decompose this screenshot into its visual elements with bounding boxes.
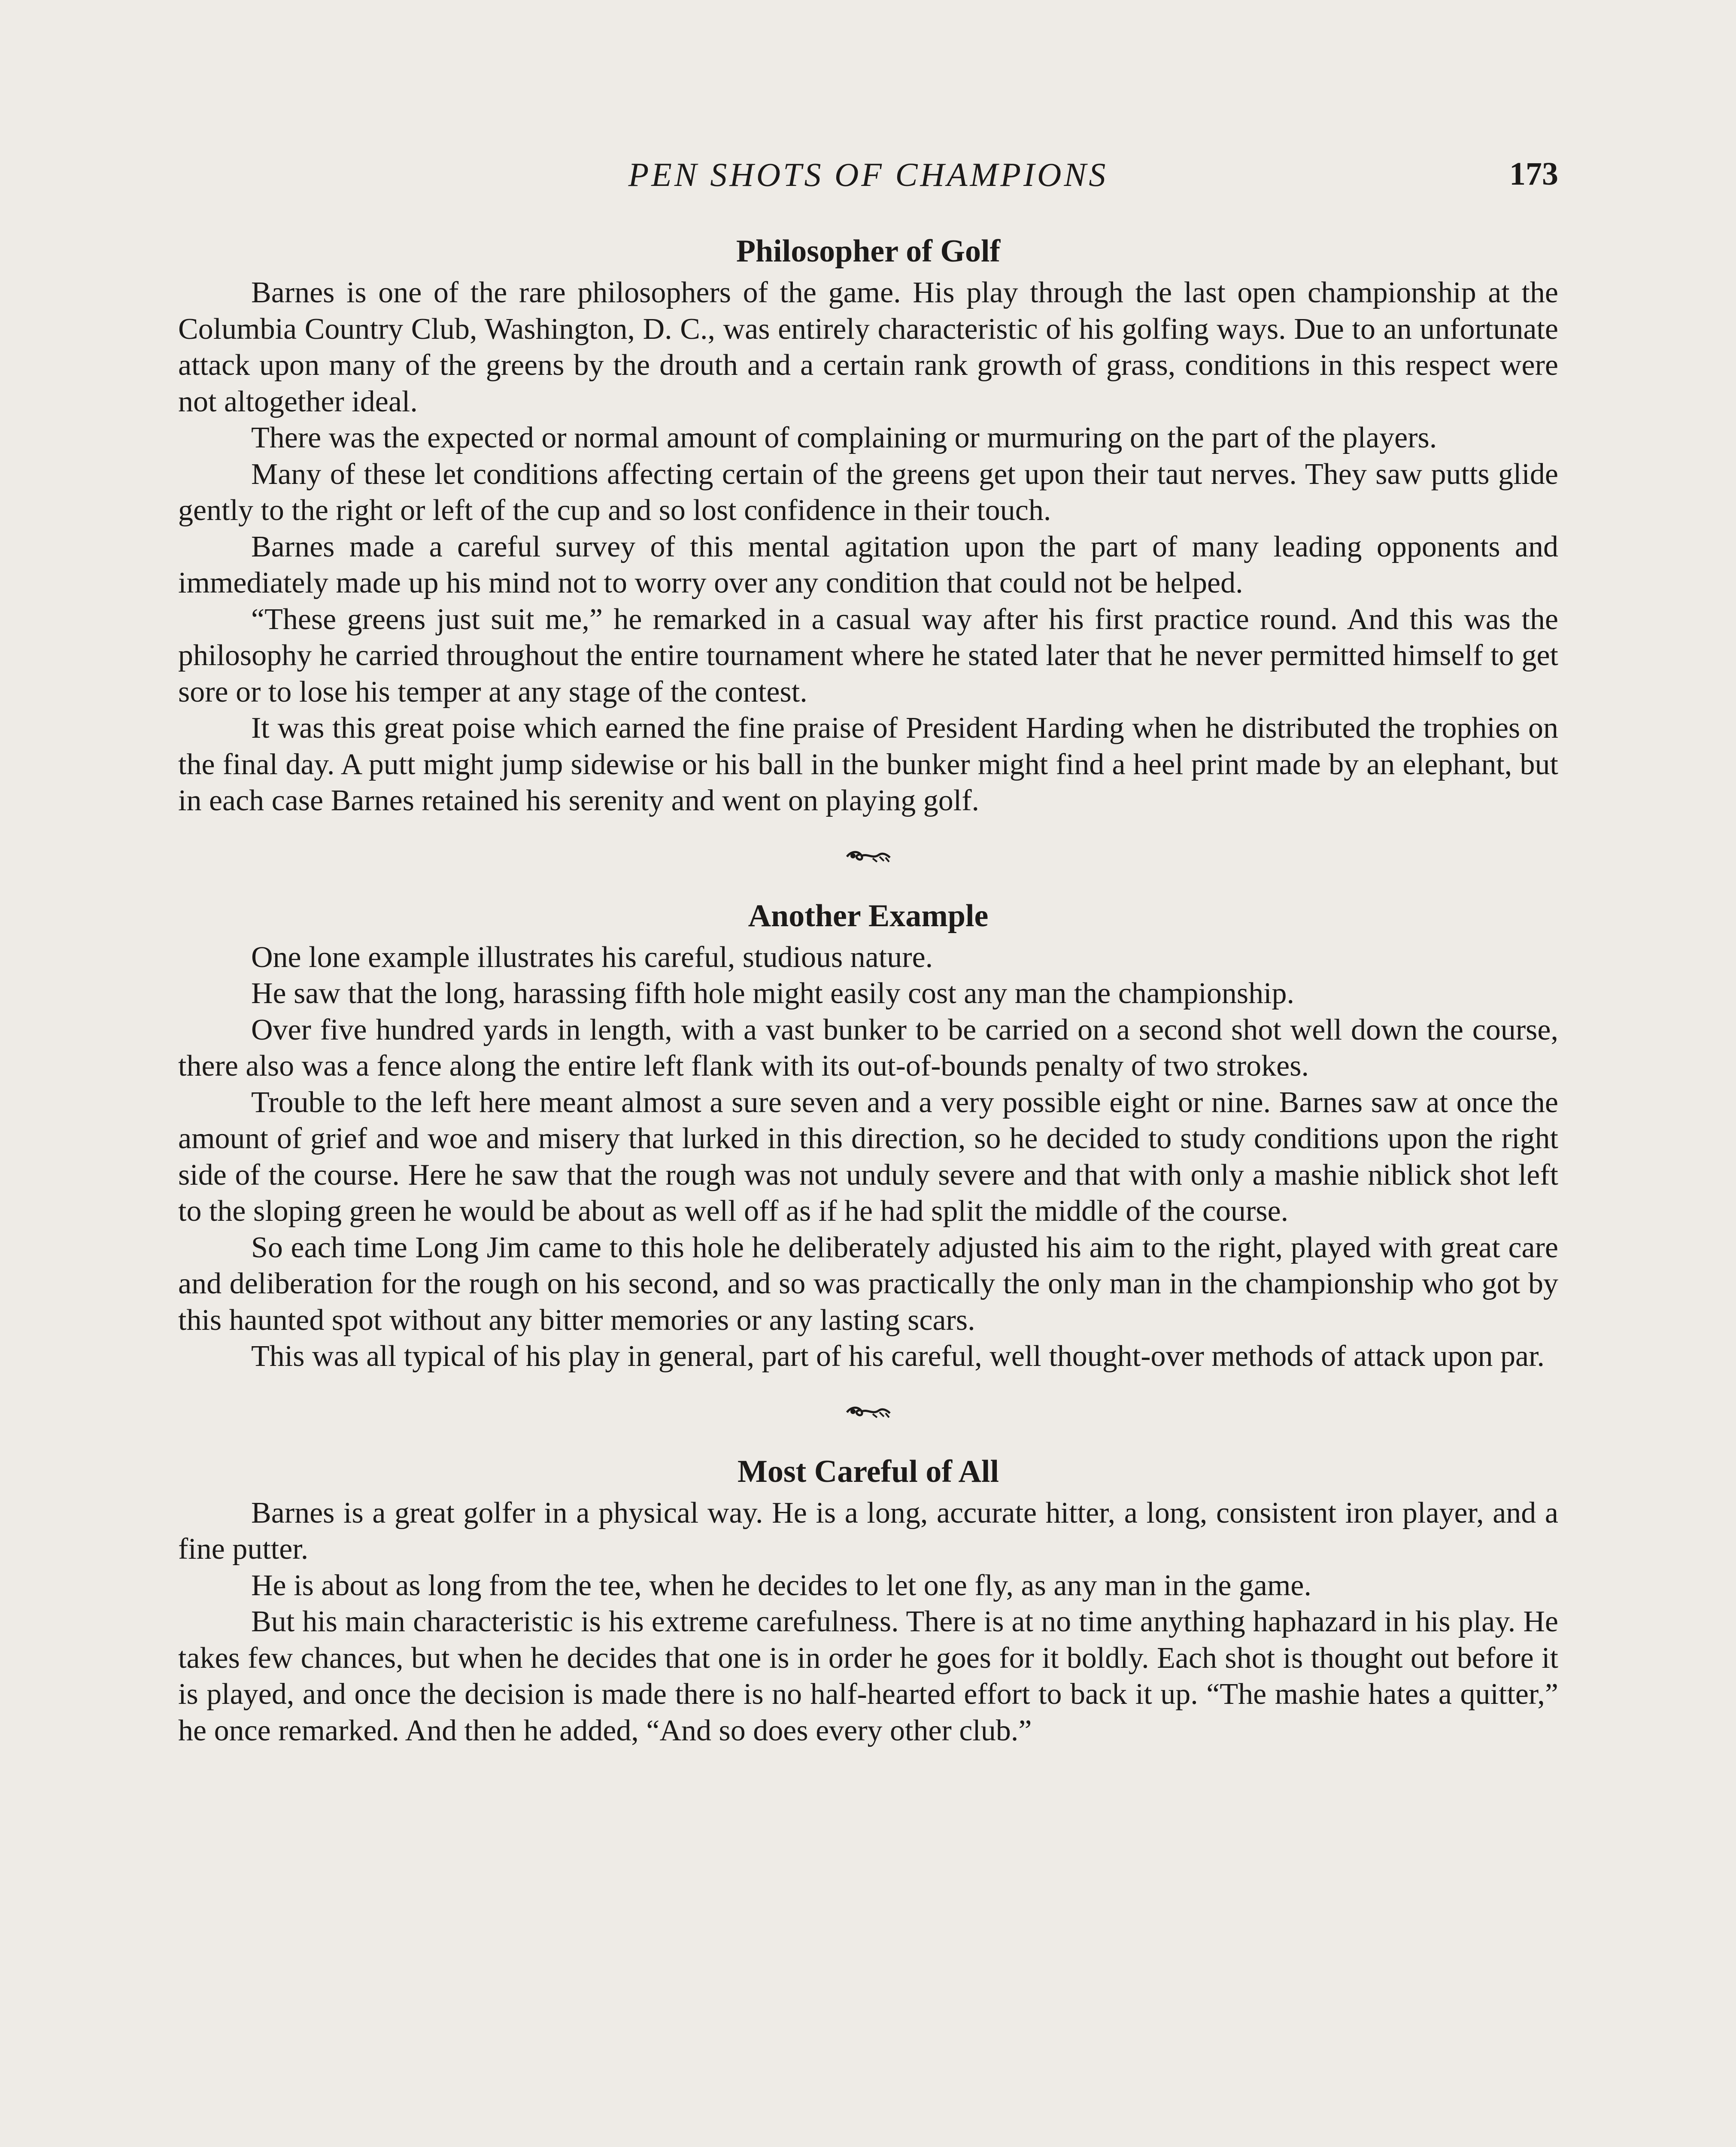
paragraph: Barnes is a great golfer in a physical way. He is a long, accurate hitter, a long, consistent iron player, and a fine putter.: [178, 1496, 1558, 1566]
page-body: [178, 228, 1558, 1749]
paragraph: He saw that the long, harassing fifth hole might easily cost any man the championship.: [251, 977, 1295, 1010]
section-philosopher-of-golf: [178, 228, 1558, 819]
paragraph: “These greens just suit me,” he remarked in a casual way after his first practice round. And this was the philosophy he carried throughout the entire tournament where he stated later that he never permitted himself to get sore or to lose his temper at any stage of the contest.: [178, 602, 1558, 709]
section-another-example: [178, 892, 1558, 1375]
page-number: 173: [1509, 156, 1558, 192]
section-heading: Philosopher of Golf: [736, 234, 1001, 269]
running-header: [178, 151, 1558, 198]
paragraph: Barnes is one of the rare philosophers of the game. His play through the last open championship at the Columbia Country Club, Washington, D. C., was entirely characteristic of his golfing ways. Due to an unfortunate attack upon many of the greens by the drouth and a certain rank growth of grass, conditions in this respect were not altogether ideal.: [178, 276, 1558, 418]
section-paragraphs: [178, 1495, 1558, 1749]
paragraph: Over five hundred yards in length, with a vast bunker to be carried on a second shot well down the course, there also was a fence along the entire left flank with its out-of-bounds penalty of two strokes.: [178, 1013, 1558, 1083]
section-paragraphs: [178, 940, 1558, 1375]
paragraph: Many of these let conditions affecting certain of the greens get upon their taut nerves. They saw putts glide gently to the right or left of the cup and so lost confidence in their touch.: [178, 457, 1558, 527]
floral-dingbat-icon: [178, 819, 1558, 892]
floral-dingbat-icon: [178, 1375, 1558, 1448]
paragraph: Trouble to the left here meant almost a sure seven and a very possible eight or nine. Barnes saw at once the amount of grief and woe and misery that lurked in this direction, so he decided to study conditions upon the right side of the course. Here he saw that the rough was not unduly severe and that with only a mashie niblick shot left to the sloping green he would be about as well off as if he had split the middle of the course.: [178, 1086, 1558, 1228]
section-heading: Most Careful of All: [737, 1454, 999, 1489]
paragraph: He is about as long from the tee, when he decides to let one fly, as any man in the game.: [251, 1569, 1311, 1602]
section-heading: Another Example: [748, 898, 989, 934]
paragraph: It was this great poise which earned the fine praise of President Harding when he distributed the trophies on the final day. A putt might jump sidewise or his ball in the bunker might find a heel print made by an elephant, but in each case Barnes retained his serenity and went on playing golf.: [178, 712, 1558, 817]
paragraph: So each time Long Jim came to this hole he deliberately adjusted his aim to the right, played with great care and deliberation for the rough on his second, and so was practically the only man in the championship who got by this haunted spot without any bitter memories or any lasting scars.: [178, 1231, 1558, 1337]
paragraph: One lone example illustrates his careful, studious nature.: [251, 940, 933, 974]
running-title: PEN SHOTS OF CHAMPIONS: [628, 156, 1108, 193]
paragraph: There was the expected or normal amount of complaining or murmuring on the part of the players.: [251, 421, 1437, 454]
paragraph: Barnes made a careful survey of this mental agitation upon the part of many leading opponents and immediately made up his mind not to worry over any condition that could not be helped.: [178, 530, 1558, 599]
paragraph: This was all typical of his play in general, part of his careful, well thought-over methods of attack upon par.: [251, 1340, 1545, 1373]
section-paragraphs: [178, 275, 1558, 819]
section-most-careful-of-all: [178, 1448, 1558, 1749]
paragraph: But his main characteristic is his extreme carefulness. There is at no time anything haphazard in his play. He takes few chances, but when he decides that one is in order he goes for it boldly. Each shot is thought out before it is played, and once the decision is made there is no half-hearted effort to back it up. “The mashie hates a quitter,” he once remarked. And then he added, “And so does every other club.”: [178, 1605, 1558, 1747]
